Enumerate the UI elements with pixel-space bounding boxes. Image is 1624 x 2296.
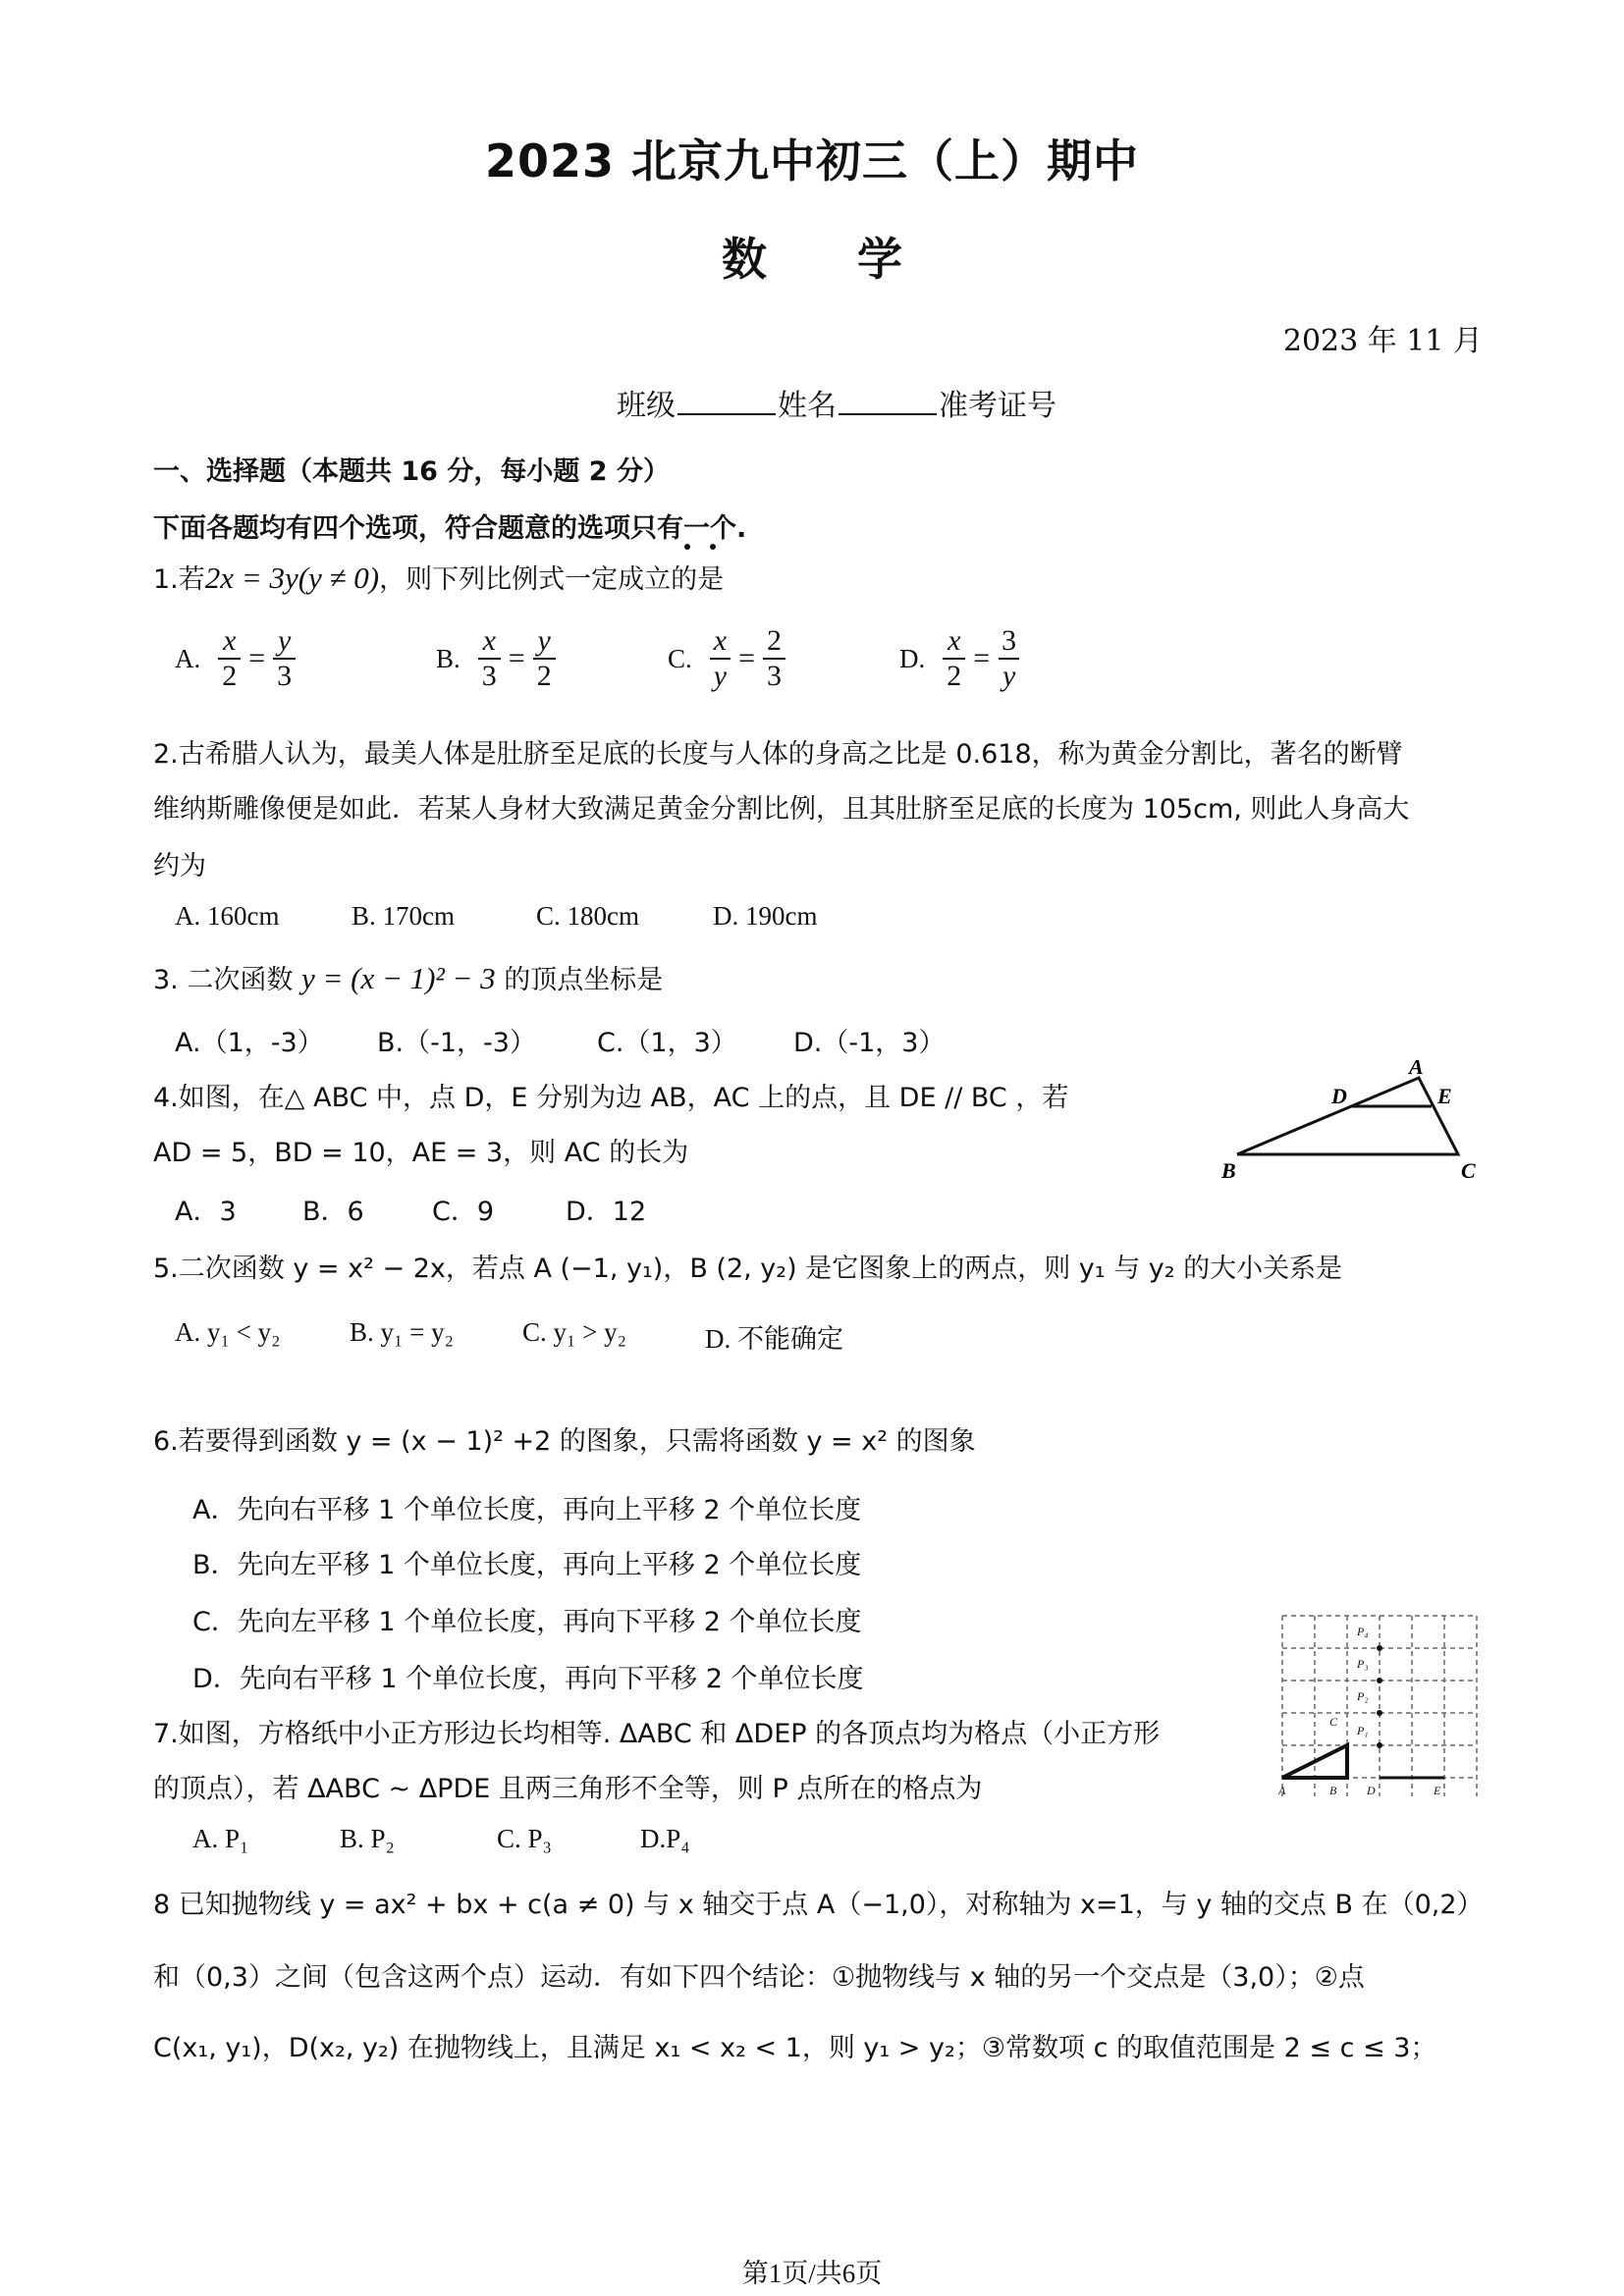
q3-option-a[interactable]: A.（1，-3） [175,1028,324,1058]
q7-option-c[interactable]: C. P₃ [497,1824,552,1853]
q3-option-c[interactable]: C.（1，3） [597,1028,737,1058]
fig-label-p1: P₁ [1357,1724,1369,1737]
page-number: 第1页/共6页 [741,2259,883,2288]
fig-label-p2: P₂ [1357,1689,1369,1703]
question-5-stem: 5.二次函数 y = x² − 2x，若点 A (−1, y₁)，B (2, y₂) 是它图象上的两点，则 y₁ 与 y₂ 的大小关系是 [153,1254,1343,1284]
q5-option-d[interactable]: D. 不能确定 [705,1324,843,1354]
q4-option-a[interactable]: A．3 [175,1197,237,1227]
exam-no-label: 准考证号 [939,389,1056,423]
fig-label-c: C [1461,1158,1476,1183]
question-2-line-3: 约为 [153,851,206,881]
question-4-line-2: AD = 5，BD = 10，AE = 3，则 AC 的长为 [153,1138,689,1168]
question-2-line-2: 维纳斯雕像便是如此．若某人身材大致满足黄金分割比例，且其肚脐至足底的长度为 105cm, 则此人身高大 [153,794,1410,825]
q1-option-d[interactable]: D. $\frac{x}{2}$ = $\frac{3}{y}$ [899,624,1131,693]
fig-label-d: D [1367,1784,1376,1797]
q3-option-d[interactable]: D.（-1，3） [793,1028,946,1058]
q2-option-c[interactable]: C. 180cm [536,901,639,931]
question-7-line-1: 7.如图，方格纸中小正方形边长均相等. ΔABC 和 ΔDEP 的各顶点均为格点（小正方形 [153,1719,1161,1749]
question-7-line-2: 的顶点），若 ΔABC ~ ΔPDE 且两三角形不全等，则 P 点所在的格点为 [153,1774,983,1804]
q6-option-a[interactable]: A．先向右平移 1 个单位长度，再向上平移 2 个单位长度 [192,1495,862,1525]
q6-option-b[interactable]: B．先向左平移 1 个单位长度，再向上平移 2 个单位长度 [192,1550,862,1580]
fig-label-p4: P₄ [1357,1625,1369,1638]
student-info-row [617,381,1056,424]
q2-option-d[interactable]: D. 190cm [713,901,818,931]
fig-label-b: B [1329,1784,1337,1797]
question-8-line-2: 和（0,3）之间（包含这两个点）运动．有如下四个结论：①抛物线与 x 轴的另一个交点是（3,0）；②点 [153,1962,1365,1993]
section-heading: 一、选择题（本题共 16 分，每小题 2 分） [153,456,670,487]
section-instruction: 下面各题均有四个选项，符合题意的选项只有一个. [153,513,747,544]
question-2-options [175,901,890,932]
q5-option-c[interactable]: C. y₁ > y₂ [522,1317,627,1347]
fig-label-a: A [1278,1784,1286,1797]
q7-option-d[interactable]: D.P₄ [640,1824,690,1853]
fig-label-d: D [1331,1084,1347,1108]
question-6-stem: 6.若要得到函数 y = (x − 1)² +2 的图象，只需将函数 y = x² 的图象 [153,1426,976,1457]
fig-label-b: B [1221,1158,1236,1183]
q4-option-d[interactable]: D．12 [566,1197,647,1227]
q2-option-a[interactable]: A. 160cm [175,901,280,931]
question-8-line-3: C(x₁, y₁)，D(x₂, y₂) 在抛物线上，且满足 x₁ < x₂ < 1，则 y₁ > y₂；③常数项 c 的取值范围是 2 ≤ c ≤ 3； [153,2033,1437,2063]
q5-option-b[interactable]: B. y₁ = y₂ [350,1317,455,1347]
q6-option-c[interactable]: C．先向左平移 1 个单位长度，再向下平移 2 个单位长度 [192,1607,862,1637]
q1-option-c[interactable]: C. $\frac{x}{y}$ = $\frac{2}{3}$ [668,624,899,693]
subject-title: 数 学 [722,233,902,286]
q1-option-a[interactable]: A. $\frac{x}{2}$ = $\frac{y}{3}$ [175,624,436,693]
fig-label-e: E [1434,1784,1441,1797]
page-title: 2023 北京九中初三（上）期中 [484,134,1140,187]
q7-option-b[interactable]: B. P₂ [340,1824,395,1853]
q5-option-a[interactable]: A. y₁ < y₂ [175,1317,281,1347]
q1-option-b[interactable]: B. $\frac{x}{3}$ = $\frac{y}{2}$ [436,624,668,693]
question-1-options [175,624,1157,693]
q6-option-d[interactable]: D．先向右平移 1 个单位长度，再向下平移 2 个单位长度 [192,1664,864,1694]
exam-date: 2023 年 11 月 [1282,324,1483,358]
name-label: 姓名 [778,389,837,423]
fig-label-c: C [1329,1715,1338,1729]
q2-option-b[interactable]: B. 170cm [352,901,455,931]
name-blank[interactable] [839,388,937,415]
q4-triangle-figure [1218,1060,1492,1198]
question-3-stem: 3. 二次函数 y = (x − 1)² − 3 的顶点坐标是 [153,961,664,995]
question-5-options [175,1317,901,1356]
question-7-options [192,1824,778,1854]
q7-option-a[interactable]: A. P₁ [192,1824,249,1853]
fig-label-a: A [1409,1060,1424,1079]
fig-label-p3: P₃ [1357,1657,1369,1671]
question-3-options [175,1021,990,1059]
fig-label-e: E [1437,1084,1452,1108]
q4-option-c[interactable]: C．9 [432,1197,495,1227]
question-1-stem: 1.若2x = 3y(y ≠ 0)，则下列比例式一定成立的是 [153,561,725,595]
question-4-line-1: 4.如图，在△ ABC 中，点 D，E 分别为边 AB，AC 上的点，且 DE // BC ，若 [153,1083,1069,1113]
question-2-line-1: 2.古希腊人认为，最美人体是肚脐至足底的长度与人体的身高之比是 0.618，称为黄金分割比，著名的断臂 [153,739,1403,770]
q7-grid-figure [1276,1610,1483,1806]
class-label: 班级 [617,389,676,423]
question-8-line-1: 8 已知抛物线 y = ax² + bx + c(a ≠ 0) 与 x 轴交于点 A（−1,0），对称轴为 x=1，与 y 轴的交点 B 在（0,2） [153,1890,1484,1920]
emphasis-dots [677,542,736,552]
q4-option-b[interactable]: B．6 [302,1197,364,1227]
q3-option-b[interactable]: B.（-1，-3） [377,1028,536,1058]
question-4-options [175,1190,703,1228]
class-blank[interactable] [677,388,776,415]
